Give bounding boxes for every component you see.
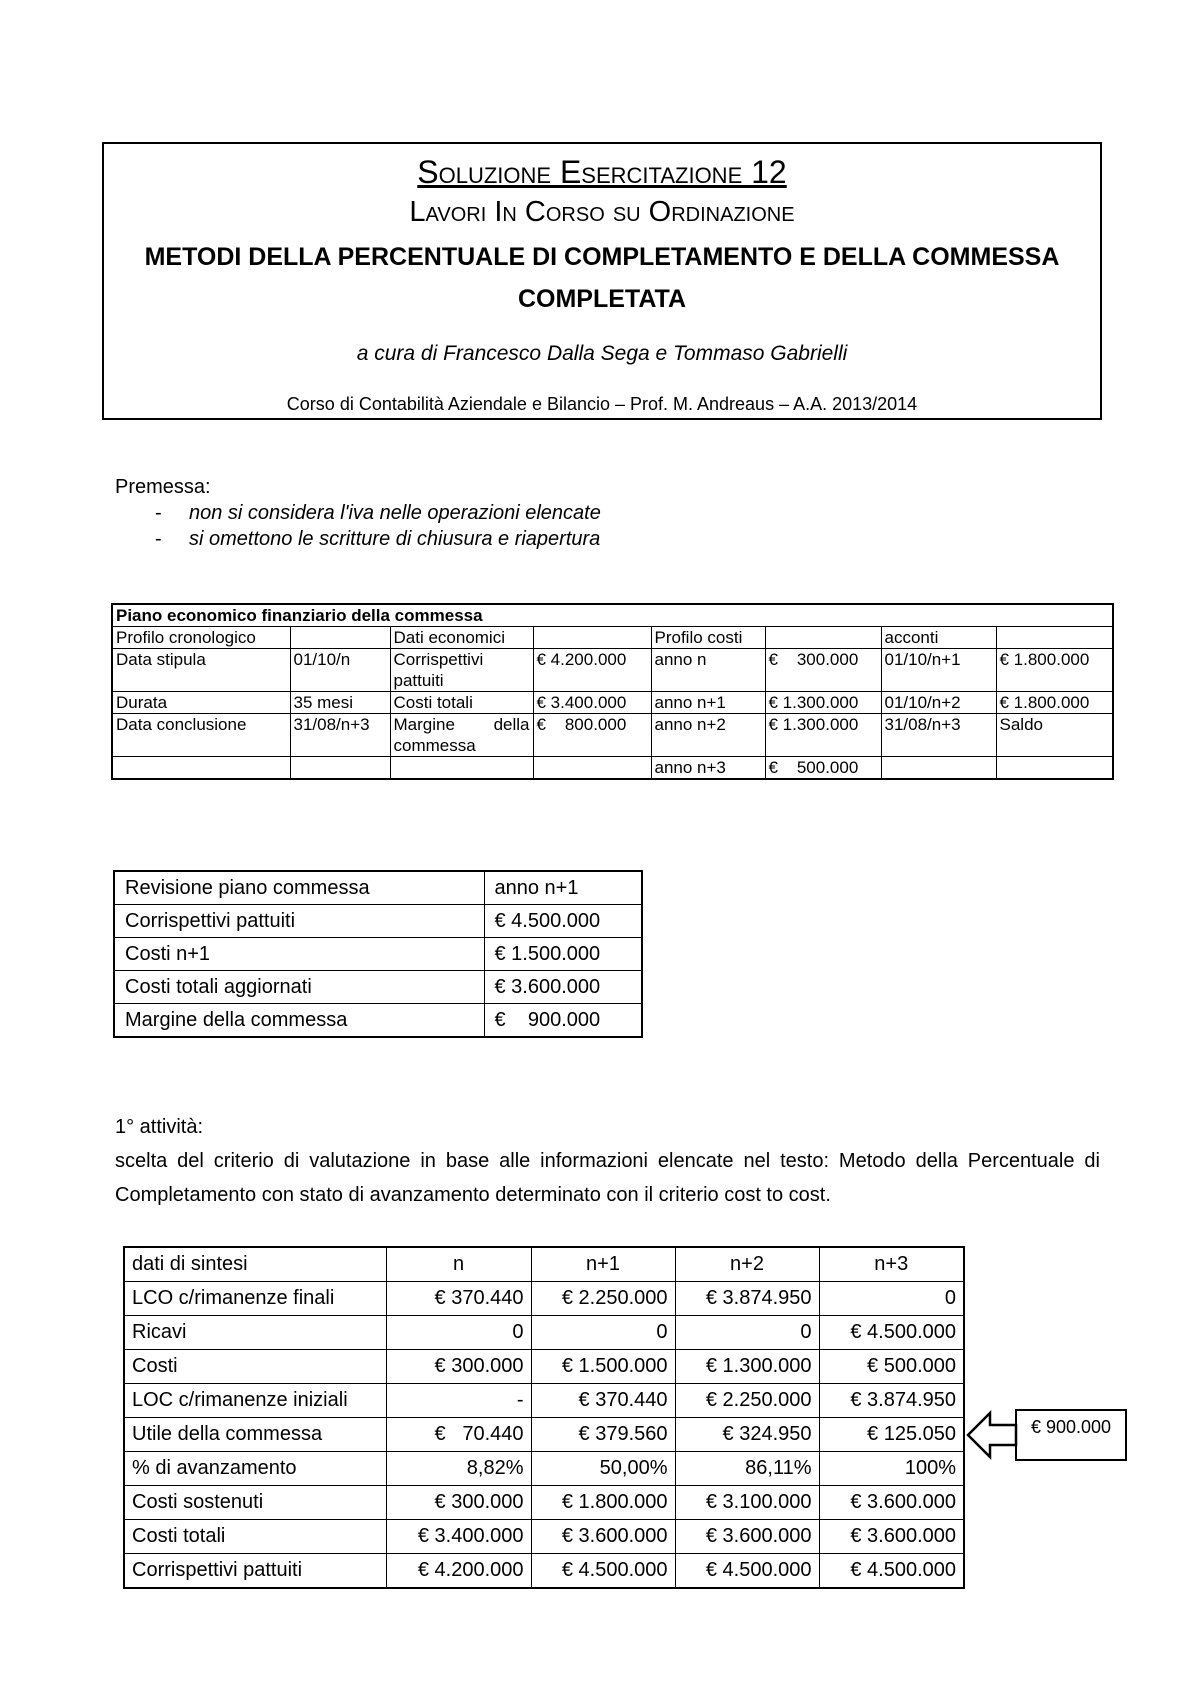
table-cell: - — [386, 1384, 531, 1418]
table-cell: 0 — [675, 1316, 819, 1350]
table-cell: € 300.000 — [765, 649, 881, 692]
table-row — [124, 1554, 964, 1589]
table-cell: Utile della commessa — [124, 1418, 386, 1452]
table-cell: Dati economici — [390, 627, 533, 649]
premessa-item: - si omettono le scritture di chiusura e riapertura — [155, 528, 601, 550]
table-cell: € 500.000 — [765, 757, 881, 780]
table-cell: Durata — [112, 692, 290, 714]
table-cell: € 4.500.000 — [675, 1554, 819, 1589]
table-row — [112, 627, 1113, 649]
authors-line: a cura di Francesco Dalla Sega e Tommaso Gabrielli — [356, 342, 848, 365]
table-cell: € 3.600.000 — [484, 971, 642, 1004]
table-row — [124, 1384, 964, 1418]
table-cell: € 1.300.000 — [765, 714, 881, 757]
table-cell: % di avanzamento — [124, 1452, 386, 1486]
table-cell: 0 — [531, 1316, 675, 1350]
table-cell: € 370.440 — [531, 1384, 675, 1418]
table-cell: 50,00% — [531, 1452, 675, 1486]
table-cell: 35 mesi — [290, 692, 390, 714]
attivita-section — [115, 1110, 1100, 1212]
table-cell: € 3.400.000 — [386, 1520, 531, 1554]
table-cell: € 4.500.000 — [531, 1554, 675, 1589]
table-row — [114, 938, 642, 971]
table-row — [112, 649, 1113, 692]
premessa-list — [115, 500, 601, 552]
table-cell — [533, 757, 651, 780]
table-cell — [996, 757, 1113, 780]
table-row — [112, 604, 1113, 627]
table-cell — [533, 627, 651, 649]
table-cell: € 1.300.000 — [765, 692, 881, 714]
table-cell: Ricavi — [124, 1316, 386, 1350]
table-cell: € 2.250.000 — [675, 1384, 819, 1418]
table-row — [112, 714, 1113, 757]
table-cell: Corrispettivi pattuiti — [114, 905, 484, 938]
table-cell: € 324.950 — [675, 1418, 819, 1452]
table-cell: 8,82% — [386, 1452, 531, 1486]
sintesi-table — [123, 1246, 965, 1589]
table-cell: € 3.874.950 — [675, 1282, 819, 1316]
table-cell: € 3.600.000 — [819, 1486, 964, 1520]
course-line: Corso di Contabilità Aziendale e Bilancio – Prof. M. Andreaus – A.A. 2013/2014 — [286, 394, 918, 414]
table-cell: € 70.440 — [386, 1418, 531, 1452]
attivita-label: 1° attività: — [115, 1116, 204, 1138]
attivita-text: scelta del criterio di valutazione in base alle informazioni elencate nel testo: Metodo della Percentuale di Completamento con stato di avanzamento determinato con il criterio cost to cost. — [115, 1150, 1100, 1206]
table-cell: € 4.500.000 — [819, 1554, 964, 1589]
table-row — [124, 1452, 964, 1486]
table-cell: 01/10/n — [290, 649, 390, 692]
table-cell — [996, 627, 1113, 649]
table-row — [114, 871, 642, 905]
table-cell: Costi n+1 — [114, 938, 484, 971]
table-cell: Costi — [124, 1350, 386, 1384]
table-cell: Data stipula — [112, 649, 290, 692]
table-cell: 01/10/n+2 — [881, 692, 996, 714]
table-cell: € 3.874.950 — [819, 1384, 964, 1418]
table-cell: Profilo cronologico — [112, 627, 290, 649]
table-header-cell: n+1 — [531, 1247, 675, 1282]
table-cell: € 1.300.000 — [675, 1350, 819, 1384]
table-cell: € 3.600.000 — [819, 1520, 964, 1554]
table-row — [114, 971, 642, 1004]
table-cell: € 4.200.000 — [533, 649, 651, 692]
title-box — [102, 142, 1102, 420]
table-row — [114, 1004, 642, 1038]
table-cell: € 3.600.000 — [675, 1520, 819, 1554]
table-cell: LOC c/rimanenze iniziali — [124, 1384, 386, 1418]
table-cell: 0 — [386, 1316, 531, 1350]
table-cell: Revisione piano commessa — [114, 871, 484, 905]
document-heading: METODI DELLA PERCENTUALE DI COMPLETAMENTO E DELLA COMMESSA COMPLETATA — [144, 243, 1060, 313]
table-row — [124, 1520, 964, 1554]
table-header-cell: dati di sintesi — [124, 1247, 386, 1282]
table-header-cell: n — [386, 1247, 531, 1282]
table-cell: 0 — [819, 1282, 964, 1316]
table-cell: € 900.000 — [484, 1004, 642, 1038]
table-cell: € 1.800.000 — [531, 1486, 675, 1520]
table-cell: € 1.800.000 — [996, 649, 1113, 692]
table-cell: Profilo costi — [651, 627, 765, 649]
table-cell: € 4.500.000 — [484, 905, 642, 938]
table-cell: Saldo — [996, 714, 1113, 757]
table-row — [114, 905, 642, 938]
table-cell — [881, 757, 996, 780]
table-cell — [112, 757, 290, 780]
table-header-cell: n+2 — [675, 1247, 819, 1282]
document-subtitle: Lavori In Corso su Ordinazione — [409, 196, 795, 228]
table-cell: 31/08/n+3 — [290, 714, 390, 757]
table-cell: 100% — [819, 1452, 964, 1486]
table-cell: Costi totali aggiornati — [114, 971, 484, 1004]
table-cell — [390, 757, 533, 780]
table-title: Piano economico finanziario della commessa — [112, 604, 1113, 627]
table-row — [112, 757, 1113, 780]
table-cell: € 2.250.000 — [531, 1282, 675, 1316]
table-cell: € 800.000 — [533, 714, 651, 757]
table-cell: € 1.800.000 — [996, 692, 1113, 714]
table-row — [124, 1418, 964, 1452]
table-cell: 31/08/n+3 — [881, 714, 996, 757]
table-cell: Corrispettivi pattuiti — [124, 1554, 386, 1589]
table-header-row — [124, 1247, 964, 1282]
piano-economico-table — [111, 603, 1114, 780]
table-cell: anno n+1 — [651, 692, 765, 714]
table-cell: acconti — [881, 627, 996, 649]
total-margin-box: € 900.000 — [1015, 1409, 1127, 1461]
table-cell: € 300.000 — [386, 1350, 531, 1384]
table-cell: € 125.050 — [819, 1418, 964, 1452]
table-cell: anno n+1 — [484, 871, 642, 905]
table-row — [124, 1350, 964, 1384]
table-cell: € 1.500.000 — [484, 938, 642, 971]
table-cell — [765, 627, 881, 649]
table-cell: € 370.440 — [386, 1282, 531, 1316]
table-row — [124, 1282, 964, 1316]
table-cell — [290, 757, 390, 780]
revisione-table — [113, 870, 643, 1038]
table-cell — [290, 627, 390, 649]
table-cell: € 300.000 — [386, 1486, 531, 1520]
table-cell: € 4.500.000 — [819, 1316, 964, 1350]
table-cell: Costi sostenuti — [124, 1486, 386, 1520]
table-row — [124, 1486, 964, 1520]
table-cell: € 1.500.000 — [531, 1350, 675, 1384]
table-header-cell: n+3 — [819, 1247, 964, 1282]
table-row — [124, 1316, 964, 1350]
table-cell: LCO c/rimanenze finali — [124, 1282, 386, 1316]
left-arrow-icon — [966, 1409, 1018, 1461]
table-cell: Margine della commessa — [114, 1004, 484, 1038]
table-cell: Costi totali — [390, 692, 533, 714]
table-cell: 01/10/n+1 — [881, 649, 996, 692]
premessa-label: Premessa: — [115, 476, 211, 498]
table-cell: € 379.560 — [531, 1418, 675, 1452]
table-cell: 86,11% — [675, 1452, 819, 1486]
table-cell: € 3.400.000 — [533, 692, 651, 714]
table-cell: Margine della commessa — [390, 714, 533, 757]
table-cell: € 500.000 — [819, 1350, 964, 1384]
table-cell: anno n+2 — [651, 714, 765, 757]
table-cell: Costi totali — [124, 1520, 386, 1554]
premessa-item: - non si considera l'iva nelle operazioni elencate — [155, 502, 601, 524]
document-title: Soluzione Esercitazione 12 — [417, 154, 787, 190]
table-cell: anno n — [651, 649, 765, 692]
table-cell: anno n+3 — [651, 757, 765, 780]
table-cell: € 3.100.000 — [675, 1486, 819, 1520]
table-row — [112, 692, 1113, 714]
premessa-section — [115, 474, 601, 552]
table-cell: Data conclusione — [112, 714, 290, 757]
table-cell: € 3.600.000 — [531, 1520, 675, 1554]
table-cell: € 4.200.000 — [386, 1554, 531, 1589]
table-cell: Corrispettivi pattuiti — [390, 649, 533, 692]
